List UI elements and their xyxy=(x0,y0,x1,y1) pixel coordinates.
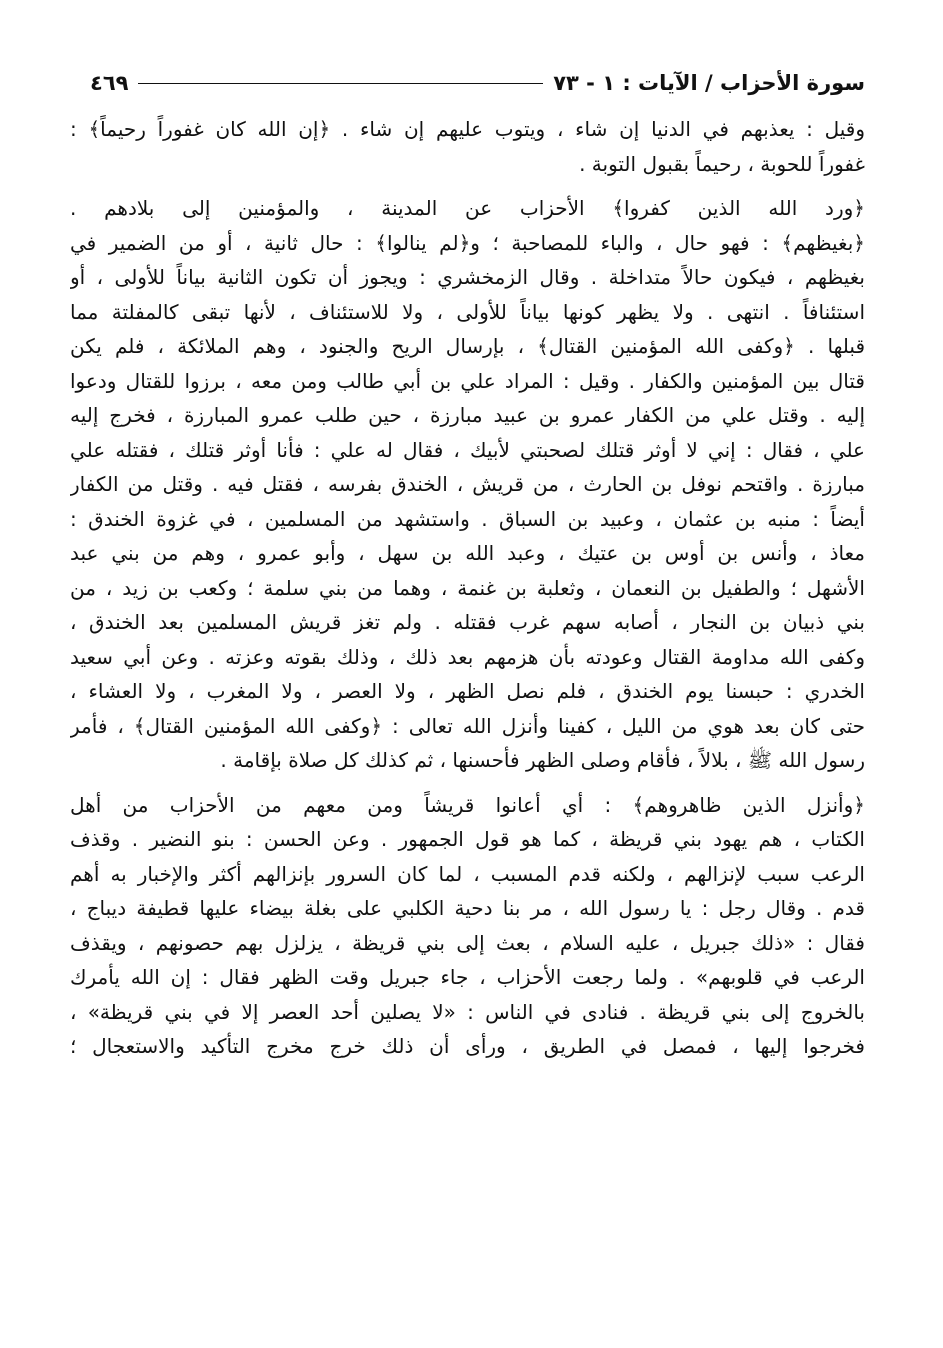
text-line: فخرجوا إليها ، فمصل في الطريق ، ورأى أن ذلك خرج مخرج التأكيد والاستعجال ؛ xyxy=(70,1034,865,1058)
text-line: معاذ ، وأنس بن أوس بن عتيك ، وعبد الله بن سهل ، وأبو عمرو ، وهم من بني عبد xyxy=(70,541,865,565)
text-line: بغيظهم ، فيكون حالاً متداخلة . وقال الزمخشري : ويجوز أن تكون الثانية بياناً للأولى ، أو xyxy=(70,265,865,289)
paragraph-1 xyxy=(70,112,865,181)
text-line: علي ، فقال : إني لا أوثر قتلك لصحبتي لأبيك ، فقال له علي : فأنا أوثر قتلك ، فقتله علي xyxy=(70,437,865,462)
text-line: استئنافاً . انتهى . ولا يظهر كونها بياناً للأولى ، ولا للاستئناف ، لأنها تبقى كالمفلتة مما xyxy=(70,299,865,324)
text-line: ﴿وأنزل الذين ظاهروهم﴾ : أي أعانوا قريشاً ومن معهم من الأحزاب من أهل xyxy=(70,792,865,817)
paragraph-2 xyxy=(70,191,865,778)
surah-title: سورة الأحزاب / الآيات : ١ - ٧٣ xyxy=(553,71,865,95)
page-body xyxy=(70,112,865,1064)
text-line: قتال بين المؤمنين والكفار . وقيل : المراد علي بن أبي طالب ومن معه ، برزوا للقتال ودعوا xyxy=(70,368,865,393)
paragraph-3 xyxy=(70,788,865,1064)
text-line: الخدري : حبسنا يوم الخندق ، فلم نصل الظهر ، ولا العصر ، ولا المغرب ، ولا العشاء ، xyxy=(70,679,865,703)
text-line: وقيل : يعذبهم في الدنيا إن شاء ، ويتوب عليهم إن شاء . ﴿إن الله كان غفوراً رحيماً﴾ : xyxy=(70,117,865,141)
text-line: غفوراً للحوبة ، رحيماً بقبول التوبة . xyxy=(579,151,865,176)
text-line: وكفى الله مداومة القتال وعودته بأن هزمهم بعد ذلك ، وذلك بقوته وعزته . وعن أبي سعيد xyxy=(70,644,865,669)
text-line: الرعب سبب لإنزالهم ، ولكنه قدم المسبب ، لما كان السرور بإنزالهم أكثر والإخبار به أهم xyxy=(70,861,865,886)
text-line: الأشهل ؛ والطفيل بن النعمان ، وثعلبة بن غنمة ، وهما من بني سلمة ؛ وكعب بن زيد ، من xyxy=(70,575,865,600)
text-line: قدم . وقال رجل : يا رسول الله ، مر بنا دحية الكلبي على بغلة بيضاء عليها قطيفة ديباج ، xyxy=(70,896,865,920)
text-line: رسول الله ﷺ ، بلالاً ، فأقام وصلى الظهر فأحسنها ، ثم كذلك كل صلاة بإقامة . xyxy=(220,748,865,772)
text-line: إليه . وقتل علي من الكفار عمرو بن عبيد مبارزة ، حين طلب عمرو المبارزة ، فخرج إليه xyxy=(70,403,865,427)
text-line: بني ذبيان بن النجار ، أصابه سهم غرب فقتله . ولم تغز قريش المسلمين بعد الخندق ، xyxy=(70,610,865,634)
text-line: فقال : «ذلك جبريل ، عليه السلام ، بعث إلى بني قريظة ، يزلزل بهم حصونهم ، ويقذف xyxy=(70,930,865,955)
running-header xyxy=(90,66,865,100)
page-number: ٤٦٩ xyxy=(90,71,129,95)
text-line: الرعب في قلوبهم» . ولما رجعت الأحزاب ، جاء جبريل وقت الظهر فقال : إن الله يأمرك xyxy=(70,965,865,989)
text-line: الكتاب ، هم يهود بني قريظة ، كما هو قول الجمهور . وعن الحسن : بنو النضير . وقذف xyxy=(70,827,865,851)
text-line: حتى كان بعد هوي من الليل ، كفينا وأنزل الله تعالى : ﴿وكفى الله المؤمنين القتال﴾ ، فأمر xyxy=(70,713,865,738)
text-line: ﴿بغيظهم﴾ : فهو حال ، والباء للمصاحبة ؛ و﴿لم ينالوا﴾ : حال ثانية ، أو من الضمير في xyxy=(70,230,865,255)
text-line: ﴿ورد الله الذين كفروا﴾ الأحزاب عن المدينة ، والمؤمنين إلى بلادهم . xyxy=(70,196,865,220)
text-line: قبلها . ﴿وكفى الله المؤمنين القتال﴾ ، بإرسال الريح والجنود ، وهم الملائكة ، فلم يكن xyxy=(70,334,865,358)
text-line: بالخروج إلى بني قريظة . فنادى في الناس : «لا يصلين أحد العصر إلا في بني قريظة» ، xyxy=(70,999,865,1024)
text-line: مبارزة . واقتحم نوفل بن الحارث ، من قريش ، الخندق بفرسه ، فقتل فيه . وقتل من الكفار xyxy=(70,472,865,496)
text-line: أيضاً : منبه بن عثمان ، وعبيد بن السباق . واستشهد من المسلمين ، في غزوة الخندق : xyxy=(70,506,865,531)
header-rule xyxy=(138,83,543,84)
